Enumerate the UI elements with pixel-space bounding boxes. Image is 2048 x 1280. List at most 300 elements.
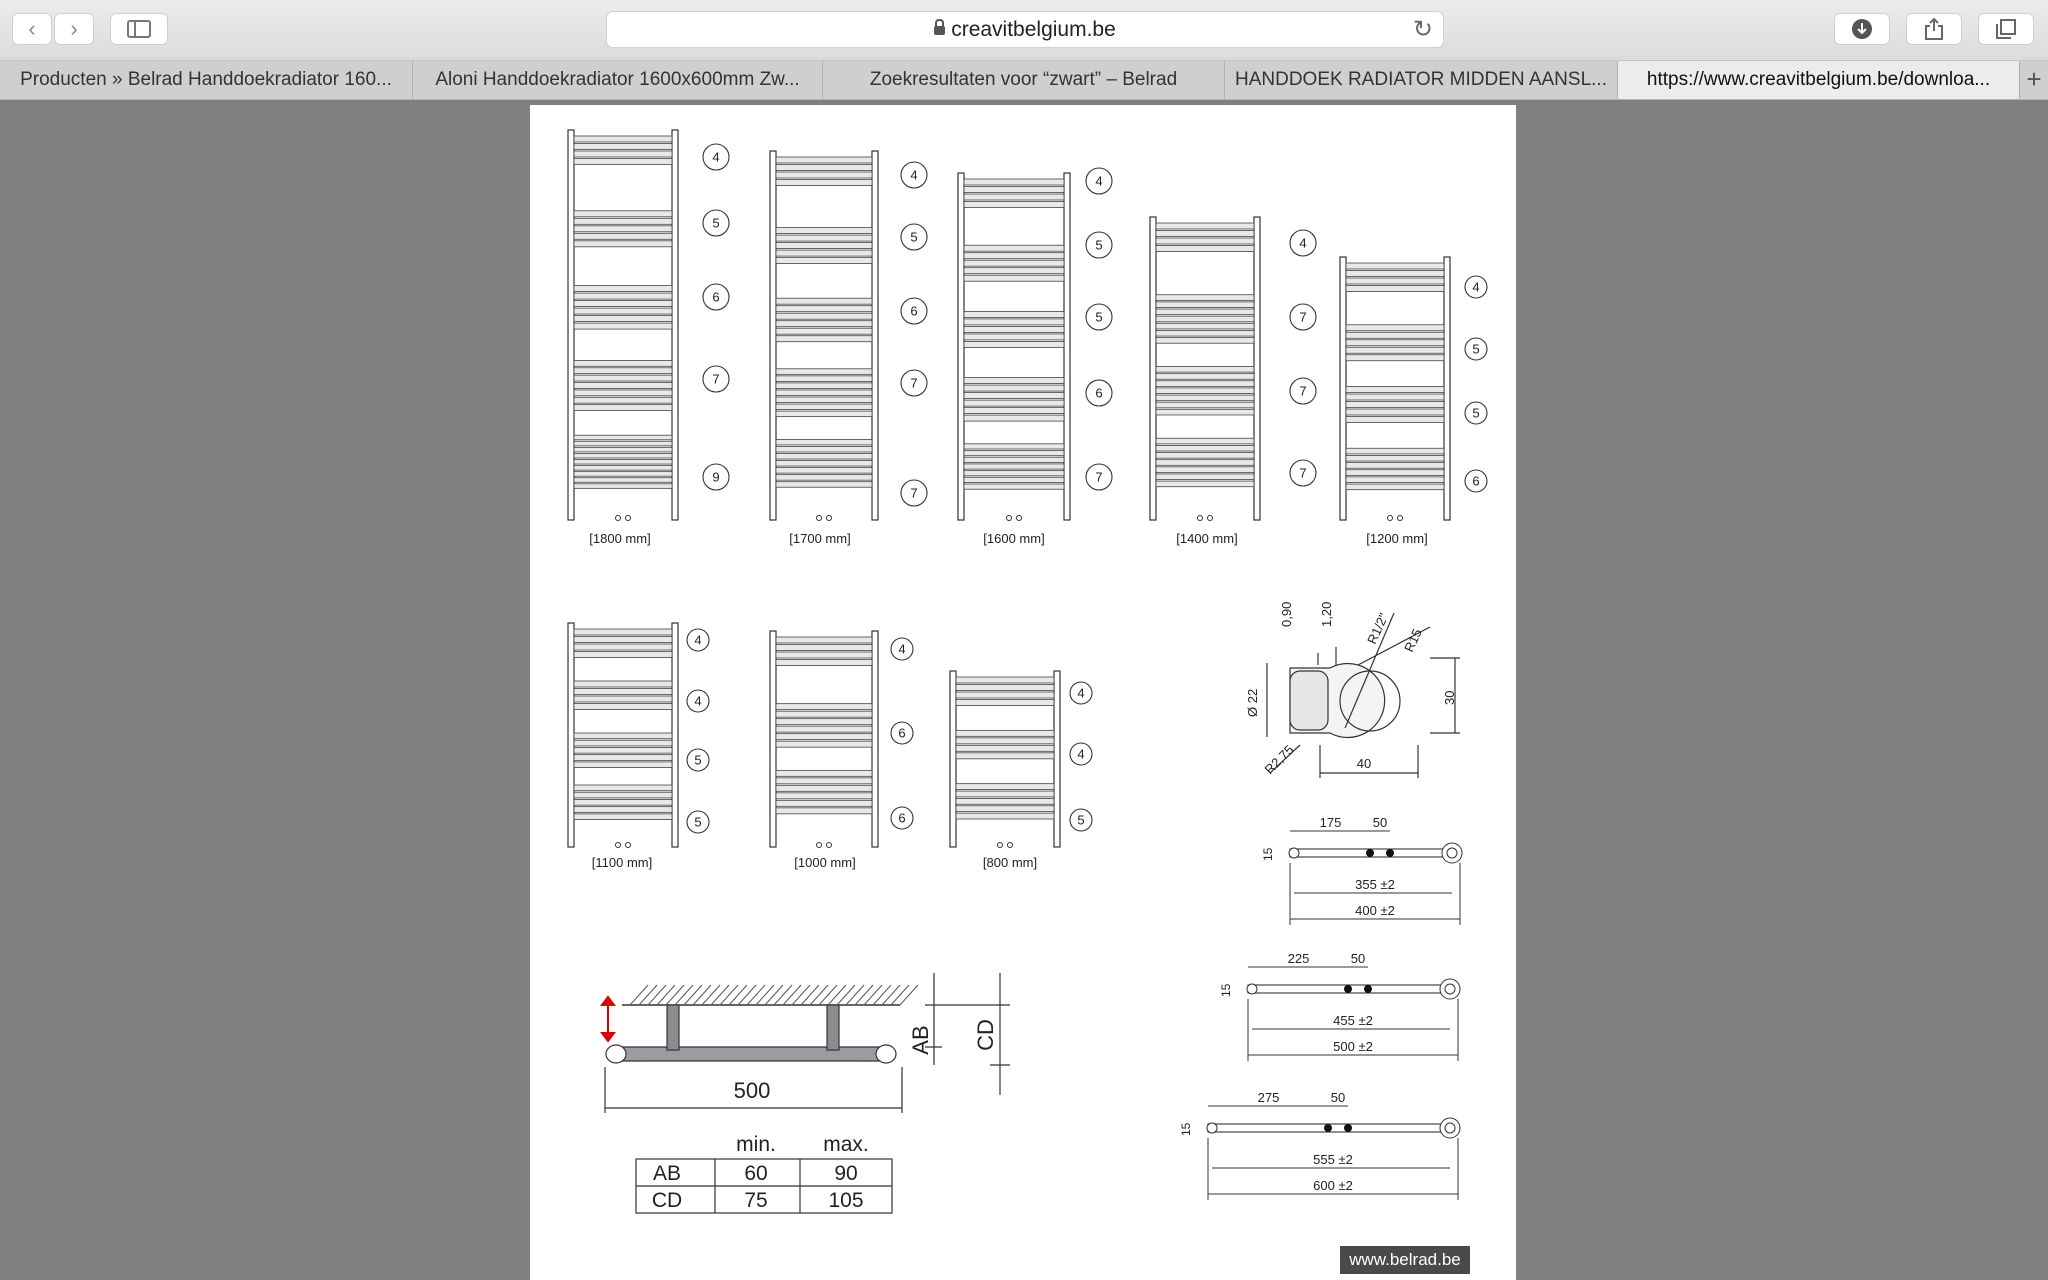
bar-count-label: 5 bbox=[694, 814, 702, 830]
dim-r15: R15 bbox=[1401, 626, 1425, 655]
valve bbox=[626, 843, 631, 848]
bar-count-label: 5 bbox=[1095, 309, 1103, 325]
heating-bar bbox=[574, 799, 672, 805]
heating-bar bbox=[574, 792, 672, 798]
hatch-line bbox=[810, 985, 828, 1005]
bar-count-label: 7 bbox=[1299, 465, 1307, 481]
tabs-overview-button[interactable] bbox=[1978, 13, 2034, 45]
bar-group bbox=[956, 730, 1054, 759]
heating-bar bbox=[574, 368, 672, 374]
heating-bar bbox=[1156, 338, 1254, 344]
bar-count-label: 4 bbox=[898, 641, 906, 657]
heating-bar bbox=[574, 301, 672, 307]
hatch-line bbox=[828, 985, 846, 1005]
heating-bar bbox=[1156, 460, 1254, 466]
bar-group bbox=[964, 311, 1064, 347]
sidebar-icon bbox=[127, 20, 151, 38]
heating-bar bbox=[1346, 278, 1444, 284]
heating-bar bbox=[1156, 481, 1254, 487]
heating-bar bbox=[776, 336, 872, 342]
radiator-post-right bbox=[1054, 671, 1060, 847]
hatch-line bbox=[657, 985, 675, 1005]
heating-bar bbox=[776, 637, 872, 643]
radiator-post-left bbox=[950, 671, 956, 847]
pdf-page bbox=[530, 105, 1516, 1280]
heating-bar bbox=[574, 226, 672, 232]
bar-count-label: 4 bbox=[694, 632, 702, 648]
heating-bar bbox=[574, 704, 672, 710]
valve bbox=[1007, 516, 1012, 521]
hatch-line bbox=[639, 985, 657, 1005]
heating-bar bbox=[574, 375, 672, 381]
heating-bar bbox=[964, 319, 1064, 325]
heating-bar bbox=[776, 172, 872, 178]
rail-3 bbox=[1179, 1090, 1460, 1200]
heating-bar bbox=[776, 369, 872, 375]
heating-bar bbox=[574, 435, 672, 440]
dim-outer: 400 ±2 bbox=[1355, 903, 1395, 918]
hatch-line bbox=[792, 985, 810, 1005]
heating-bar bbox=[776, 645, 872, 651]
bar-count-label: 5 bbox=[1077, 812, 1085, 828]
heating-bar bbox=[1156, 395, 1254, 401]
table-cell: 105 bbox=[828, 1189, 864, 1212]
heating-bar bbox=[1346, 455, 1444, 461]
dim-a: 175 bbox=[1319, 815, 1342, 830]
bar-count-label: 4 bbox=[694, 693, 702, 709]
heating-bar bbox=[1346, 417, 1444, 423]
dim-h: 15 bbox=[1179, 1122, 1193, 1136]
heating-bar bbox=[574, 447, 672, 452]
radiator-post-right bbox=[1444, 257, 1450, 520]
bar-count-label: 5 bbox=[1095, 237, 1103, 253]
heating-bar bbox=[1156, 223, 1254, 229]
heating-bar bbox=[574, 136, 672, 142]
heating-bar bbox=[1156, 381, 1254, 387]
heating-bar bbox=[574, 459, 672, 464]
heating-bar bbox=[776, 808, 872, 814]
heating-bar bbox=[964, 179, 1064, 185]
heating-bar bbox=[956, 791, 1054, 797]
heating-bar bbox=[956, 738, 1054, 744]
heating-bar bbox=[574, 144, 672, 150]
heating-bar bbox=[1346, 470, 1444, 476]
bar-group bbox=[574, 286, 672, 330]
heating-bar bbox=[776, 741, 872, 747]
heating-bar bbox=[1156, 231, 1254, 237]
hatch-line bbox=[711, 985, 729, 1005]
heating-bar bbox=[776, 321, 872, 327]
heating-bar bbox=[1156, 309, 1254, 315]
valve bbox=[817, 843, 822, 848]
radiator-post-right bbox=[672, 130, 678, 520]
heating-bar bbox=[956, 700, 1054, 706]
dim-b: 50 bbox=[1350, 951, 1366, 966]
bar-group bbox=[1156, 223, 1254, 252]
side-view bbox=[605, 973, 1010, 1113]
heating-bar bbox=[776, 800, 872, 806]
back-button[interactable] bbox=[12, 13, 52, 45]
table-cell: CD bbox=[651, 1189, 683, 1212]
heating-bar bbox=[574, 323, 672, 329]
bar-group bbox=[776, 157, 872, 186]
heating-bar bbox=[1156, 438, 1254, 444]
radiator-body bbox=[958, 168, 1112, 521]
hatch-line bbox=[801, 985, 819, 1005]
heating-bar bbox=[574, 390, 672, 396]
dim-outer: 600 ±2 bbox=[1313, 1178, 1353, 1193]
technical-drawing bbox=[530, 105, 1516, 1280]
bar-group bbox=[574, 733, 672, 768]
heating-bar bbox=[964, 464, 1064, 469]
downloads-button[interactable] bbox=[1834, 13, 1890, 45]
bar-count-label: 5 bbox=[694, 752, 702, 768]
valve bbox=[1017, 516, 1022, 521]
reload-icon[interactable]: ↻ bbox=[1412, 16, 1433, 43]
bar-group bbox=[776, 704, 872, 748]
heating-bar bbox=[574, 637, 672, 643]
heating-bar bbox=[574, 360, 672, 366]
heating-bar bbox=[1156, 374, 1254, 380]
rail-1 bbox=[1261, 815, 1462, 925]
heating-bar bbox=[776, 235, 872, 241]
heating-bar bbox=[1346, 271, 1444, 277]
new-tab-button[interactable]: + bbox=[2026, 64, 2042, 94]
heating-bar bbox=[776, 328, 872, 334]
hatch-line bbox=[693, 985, 711, 1005]
radiator-post-right bbox=[672, 623, 678, 847]
heating-bar bbox=[964, 457, 1064, 462]
heating-bar bbox=[1156, 388, 1254, 394]
heating-bar bbox=[574, 466, 672, 471]
heating-bar bbox=[574, 484, 672, 489]
heating-bar bbox=[956, 813, 1054, 819]
heating-bar bbox=[776, 461, 872, 467]
heating-bar bbox=[776, 376, 872, 382]
heating-bar bbox=[776, 180, 872, 186]
bar-count-label: 6 bbox=[1095, 385, 1103, 401]
valve bbox=[626, 516, 631, 521]
heating-bar bbox=[574, 383, 672, 389]
dim-d22: Ø 22 bbox=[1245, 688, 1260, 717]
bar-group bbox=[574, 136, 672, 165]
bar-count-label: 7 bbox=[910, 375, 918, 391]
heating-bar bbox=[776, 793, 872, 799]
size-label: [1800 mm] bbox=[589, 531, 651, 546]
heating-bar bbox=[1346, 286, 1444, 292]
tab-2[interactable]: Aloni Handdoekradiator 1600x600mm Zw... bbox=[413, 61, 823, 99]
heating-bar bbox=[1156, 453, 1254, 459]
heating-bar bbox=[1346, 402, 1444, 408]
dim-r275: R2,75 bbox=[1261, 741, 1297, 778]
dim-a: 275 bbox=[1257, 1090, 1280, 1105]
heating-bar bbox=[574, 689, 672, 695]
heating-bar bbox=[574, 629, 672, 635]
bar-group bbox=[1346, 325, 1444, 361]
heating-bar bbox=[776, 397, 872, 403]
heating-bar bbox=[1156, 402, 1254, 408]
hatch-line bbox=[666, 985, 684, 1005]
heating-bar bbox=[956, 685, 1054, 691]
heating-bar bbox=[964, 400, 1064, 406]
heating-bar bbox=[574, 211, 672, 217]
size-label: [800 mm] bbox=[982, 855, 1038, 870]
col-header-max: max. bbox=[823, 1133, 869, 1156]
url-text: creavitbelgium.be bbox=[951, 18, 1116, 41]
bar-count-label: 6 bbox=[712, 289, 720, 305]
forward-button[interactable] bbox=[54, 13, 94, 45]
bar-group bbox=[776, 637, 872, 666]
radiator-body bbox=[1340, 257, 1487, 521]
heating-bar bbox=[776, 258, 872, 264]
heating-bar bbox=[574, 807, 672, 813]
valve bbox=[1398, 516, 1403, 521]
heating-bar bbox=[1156, 302, 1254, 308]
radiator-body bbox=[1150, 217, 1316, 521]
hatch-line bbox=[630, 985, 648, 1005]
bar-group bbox=[964, 179, 1064, 208]
mount-hole bbox=[1386, 849, 1394, 857]
heating-bar bbox=[1346, 325, 1444, 331]
heating-bar bbox=[1346, 409, 1444, 415]
heating-bar bbox=[956, 730, 1054, 736]
valve bbox=[1208, 516, 1213, 521]
tab-5-active[interactable]: https://www.creavitbelgium.be/downloa... bbox=[1618, 61, 2020, 99]
heating-bar bbox=[956, 806, 1054, 812]
heating-bar bbox=[964, 326, 1064, 332]
heating-bar bbox=[1346, 347, 1444, 353]
heating-bar bbox=[964, 477, 1064, 482]
valve bbox=[827, 843, 832, 848]
heating-bar bbox=[964, 408, 1064, 414]
heating-bar bbox=[1156, 445, 1254, 451]
bar-count-label: 7 bbox=[910, 485, 918, 501]
radiator-post-right bbox=[1064, 173, 1070, 520]
heating-bar bbox=[574, 681, 672, 687]
wall-hatching bbox=[630, 985, 918, 1005]
heating-bar bbox=[964, 245, 1064, 251]
bar-count-label: 6 bbox=[1472, 473, 1480, 489]
dim-b: 50 bbox=[1372, 815, 1388, 830]
size-label: [1700 mm] bbox=[789, 531, 851, 546]
valve bbox=[616, 843, 621, 848]
heating-bar bbox=[1346, 340, 1444, 346]
tabs-icon bbox=[1995, 18, 2017, 40]
heating-bar bbox=[776, 298, 872, 304]
hatch-line bbox=[882, 985, 900, 1005]
radiator-post-left bbox=[568, 623, 574, 847]
heating-bar bbox=[1156, 367, 1254, 373]
heating-bar bbox=[574, 453, 672, 458]
heating-bar bbox=[776, 482, 872, 488]
heating-bar bbox=[574, 241, 672, 247]
heating-bar bbox=[1156, 474, 1254, 480]
heating-bar bbox=[574, 441, 672, 446]
heating-bar bbox=[574, 151, 672, 157]
address-bar[interactable] bbox=[606, 11, 1444, 48]
rail-end-cap bbox=[1440, 979, 1460, 999]
share-button[interactable] bbox=[1906, 13, 1962, 45]
heating-bar bbox=[1346, 463, 1444, 469]
heating-bar bbox=[964, 451, 1064, 456]
rail-end-cap bbox=[1289, 848, 1299, 858]
bar-group bbox=[776, 298, 872, 342]
dim-ab: AB bbox=[908, 1025, 933, 1055]
heating-bar bbox=[964, 385, 1064, 391]
hatch-line bbox=[675, 985, 693, 1005]
heating-bar bbox=[1346, 332, 1444, 338]
heating-bar bbox=[1346, 387, 1444, 393]
heating-bar bbox=[1346, 355, 1444, 361]
heating-bar bbox=[964, 484, 1064, 489]
mount-hole bbox=[1364, 985, 1372, 993]
bar-count-label: 7 bbox=[712, 371, 720, 387]
mount-hole bbox=[1366, 849, 1374, 857]
bar-count-label: 6 bbox=[910, 303, 918, 319]
dim-inner: 555 ±2 bbox=[1313, 1152, 1353, 1167]
heating-bar bbox=[574, 785, 672, 791]
valve bbox=[1388, 516, 1393, 521]
tab-4[interactable]: HANDDOEK RADIATOR MIDDEN AANSL... bbox=[1225, 61, 1618, 99]
heating-bar bbox=[776, 404, 872, 410]
heating-bar bbox=[574, 762, 672, 768]
bar-count-label: 5 bbox=[1472, 341, 1480, 357]
radiator-1700 bbox=[770, 151, 927, 546]
heating-bar bbox=[1156, 246, 1254, 252]
bar-group bbox=[574, 681, 672, 710]
bar-count-label: 4 bbox=[1472, 279, 1480, 295]
bar-count-label: 4 bbox=[1299, 235, 1307, 251]
radiator-post-left bbox=[1150, 217, 1156, 520]
heating-bar bbox=[964, 471, 1064, 476]
bar-count-label: 7 bbox=[1299, 383, 1307, 399]
bar-group bbox=[776, 369, 872, 417]
heating-bar bbox=[776, 439, 872, 445]
heating-bar bbox=[956, 784, 1054, 790]
rail-bar bbox=[1290, 849, 1460, 857]
heating-bar bbox=[964, 393, 1064, 399]
heating-bar bbox=[776, 711, 872, 717]
hatch-line bbox=[873, 985, 891, 1005]
bar-count-label: 4 bbox=[1095, 173, 1103, 189]
dim-a: 225 bbox=[1287, 951, 1310, 966]
heating-bar bbox=[574, 696, 672, 702]
hatch-line bbox=[738, 985, 756, 1005]
bar-group bbox=[776, 770, 872, 814]
valve bbox=[817, 516, 822, 521]
radiator-1200 bbox=[1340, 257, 1487, 546]
bar-count-label: 7 bbox=[1095, 469, 1103, 485]
bar-count-label: 4 bbox=[1077, 746, 1085, 762]
heating-bar bbox=[964, 253, 1064, 259]
dim-120: 1,20 bbox=[1319, 601, 1334, 627]
size-label: [1600 mm] bbox=[983, 531, 1045, 546]
tab-1[interactable]: Producten » Belrad Handdoekradiator 160... bbox=[0, 61, 413, 99]
heating-bar bbox=[776, 719, 872, 725]
heating-bar bbox=[574, 397, 672, 403]
heating-bar bbox=[964, 341, 1064, 347]
heating-bar bbox=[574, 159, 672, 165]
heating-bar bbox=[964, 194, 1064, 200]
valve bbox=[616, 516, 621, 521]
dim-090: 0,90 bbox=[1279, 601, 1294, 627]
heating-bar bbox=[776, 785, 872, 791]
bar-count-label: 5 bbox=[910, 229, 918, 245]
bar-group bbox=[574, 211, 672, 247]
radiator-post-right bbox=[872, 151, 878, 520]
radiator-1000 bbox=[770, 631, 913, 870]
heating-bar bbox=[956, 692, 1054, 698]
rail-end-cap bbox=[1440, 1118, 1460, 1138]
heating-bar bbox=[776, 313, 872, 319]
bar-group bbox=[776, 228, 872, 264]
heating-bar bbox=[964, 311, 1064, 317]
lock-icon bbox=[934, 26, 945, 35]
heating-bar bbox=[964, 444, 1064, 449]
heating-bar bbox=[776, 704, 872, 710]
heating-bar bbox=[1156, 238, 1254, 244]
dim-cd: CD bbox=[973, 1019, 998, 1051]
heating-bar bbox=[1156, 409, 1254, 415]
heating-bar bbox=[574, 733, 672, 739]
rail-bar bbox=[1248, 985, 1458, 993]
heating-bar bbox=[964, 275, 1064, 281]
heating-bar bbox=[776, 228, 872, 234]
heating-bar bbox=[776, 390, 872, 396]
heating-bar bbox=[574, 218, 672, 224]
hatch-line bbox=[756, 985, 774, 1005]
heating-bar bbox=[574, 644, 672, 650]
sidebar-button[interactable] bbox=[110, 13, 168, 45]
heating-bar bbox=[1156, 323, 1254, 329]
tab-3[interactable]: Zoekresultaten voor “zwart” – Belrad bbox=[823, 61, 1225, 99]
radiator-body bbox=[568, 623, 709, 848]
heating-bar bbox=[964, 334, 1064, 340]
footer-url-badge: www.belrad.be bbox=[1340, 1246, 1470, 1274]
heating-bar bbox=[574, 293, 672, 299]
hatch-line bbox=[648, 985, 666, 1005]
size-label: [1200 mm] bbox=[1366, 531, 1428, 546]
bar-count-label: 6 bbox=[898, 725, 906, 741]
spacing-table bbox=[636, 1133, 892, 1213]
heating-bar bbox=[776, 726, 872, 732]
bar-group bbox=[574, 785, 672, 820]
heating-bar bbox=[574, 405, 672, 411]
rail-end-cap bbox=[1442, 843, 1462, 863]
bar-group bbox=[574, 629, 672, 658]
rail-2 bbox=[1219, 951, 1460, 1061]
rail-end-cap bbox=[1207, 1123, 1217, 1133]
heating-bar bbox=[1156, 295, 1254, 301]
radiator-1600 bbox=[958, 168, 1112, 546]
bar-count-label: 4 bbox=[1077, 685, 1085, 701]
radiator-1100 bbox=[568, 623, 709, 870]
dim-30: 30 bbox=[1442, 690, 1457, 705]
hatch-line bbox=[765, 985, 783, 1005]
radiator-post-right bbox=[872, 631, 878, 847]
dim-r12: R1/2" bbox=[1364, 610, 1392, 647]
radiator-1800 bbox=[568, 130, 729, 546]
heating-bar bbox=[574, 478, 672, 483]
heating-bar bbox=[776, 770, 872, 776]
hatch-line bbox=[783, 985, 801, 1005]
dim-outer: 500 ±2 bbox=[1333, 1039, 1373, 1054]
bar-count-label: 5 bbox=[712, 215, 720, 231]
size-label: [1100 mm] bbox=[591, 855, 653, 870]
bar-group bbox=[1156, 367, 1254, 415]
table-cell: AB bbox=[652, 1162, 682, 1185]
mount-hole bbox=[1324, 1124, 1332, 1132]
